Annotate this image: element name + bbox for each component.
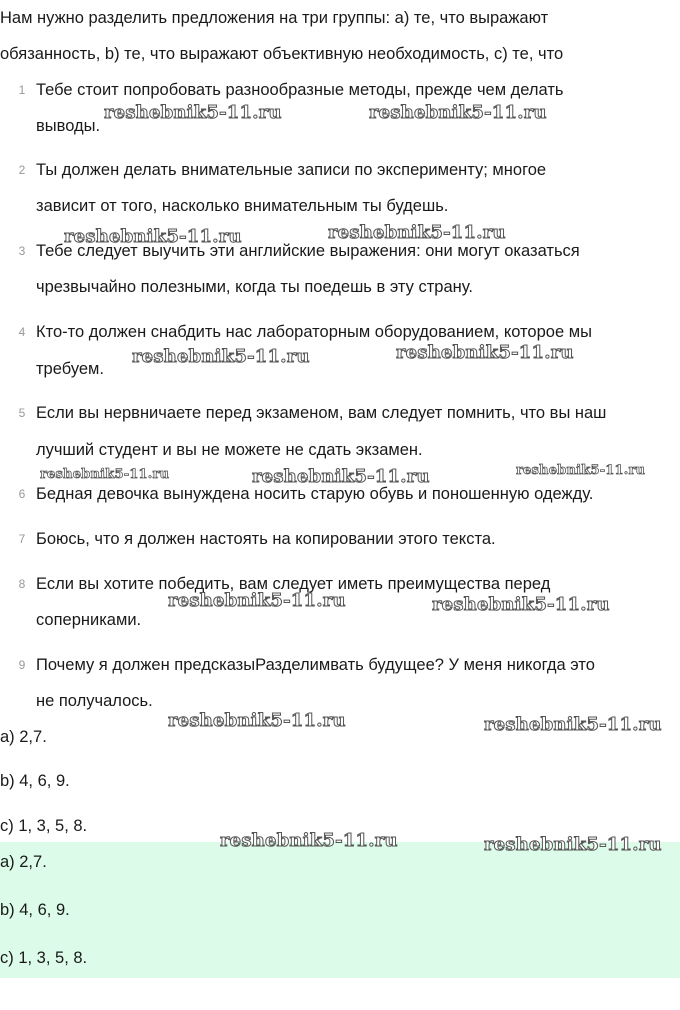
item-text-line-1: Кто-то должен снабдить нас лабораторным оборудованием, которое мы [36, 323, 592, 341]
item-text-line-1: Если вы хотите победить, вам следует иметь преимущества перед [36, 575, 551, 593]
watermark: reshebnik5-11.ru [40, 467, 170, 482]
item-text-line-2: зависит от того, насколько внимательным ты будешь. [36, 197, 449, 215]
item-number: 3 [18, 244, 26, 258]
item-number: 2 [18, 163, 26, 177]
answer-a: a) 2,7. [0, 728, 47, 746]
watermark: reshebnik5-11.ru [64, 226, 242, 247]
item-text-line-2: соперниками. [36, 611, 142, 629]
item-text-line-1: Если вы нервничаете перед экзаменом, вам следует помнить, что вы наш [36, 404, 607, 422]
item-text-line-2: не получалось. [36, 692, 153, 710]
item-number: 9 [18, 658, 26, 672]
item-text-line-2: чрезвычайно полезными, когда ты поедешь в эту страну. [36, 278, 473, 296]
watermark: reshebnik5-11.ru [168, 710, 346, 731]
watermark: reshebnik5-11.ru [220, 830, 398, 851]
item-number: 5 [18, 406, 26, 420]
watermark: reshebnik5-11.ru [432, 594, 610, 615]
answer-box [0, 842, 680, 978]
item-number: 4 [18, 325, 26, 339]
item-number: 8 [18, 577, 26, 591]
answer-box-c: c) 1, 3, 5, 8. [0, 949, 88, 967]
watermark: reshebnik5-11.ru [328, 222, 506, 243]
item-text-line-2: лучший студент и вы не можете не сдать экзамен. [36, 441, 423, 459]
item-text-line-2: требуем. [36, 360, 104, 378]
watermark: reshebnik5-11.ru [104, 102, 282, 123]
answer-box-a: a) 2,7. [0, 853, 47, 871]
watermark: reshebnik5-11.ru [369, 102, 547, 123]
item-text-line-1: Боюсь, что я должен настоять на копировании этого текста. [36, 530, 496, 548]
intro-line-2: обязанность, b) те, что выражают объективную необходимость, c) те, что [0, 45, 564, 63]
item-text-line-1: Почему я должен предсказыРазделимвать будущее? У меня никогда это [36, 656, 595, 674]
watermark: reshebnik5-11.ru [168, 590, 346, 611]
watermark: reshebnik5-11.ru [252, 466, 430, 487]
answer-b: b) 4, 6, 9. [0, 772, 70, 790]
item-text-line-1: Тебе стоит попробовать разнообразные методы, прежде чем делать [36, 81, 564, 99]
watermark: reshebnik5-11.ru [516, 463, 646, 478]
item-number: 7 [18, 532, 26, 546]
item-text-line-1: Бедная девочка вынуждена носить старую обувь и поношенную одежду. [36, 485, 594, 503]
answer-c: c) 1, 3, 5, 8. [0, 817, 88, 835]
item-text-line-1: Ты должен делать внимательные записи по эксперименту; многое [36, 161, 547, 179]
watermark: reshebnik5-11.ru [132, 346, 310, 367]
answer-box-b: b) 4, 6, 9. [0, 901, 70, 919]
item-text-line-1: Тебе следует выучить эти английские выражения: они могут оказаться [36, 242, 580, 260]
watermark: reshebnik5-11.ru [396, 342, 574, 363]
intro-line-1: Нам нужно разделить предложения на три группы: a) те, что выражают [0, 9, 549, 27]
watermark: reshebnik5-11.ru [484, 834, 662, 855]
item-text-line-2: выводы. [36, 117, 101, 135]
item-number: 6 [18, 487, 26, 501]
watermark: reshebnik5-11.ru [484, 714, 662, 735]
item-number: 1 [18, 83, 26, 97]
